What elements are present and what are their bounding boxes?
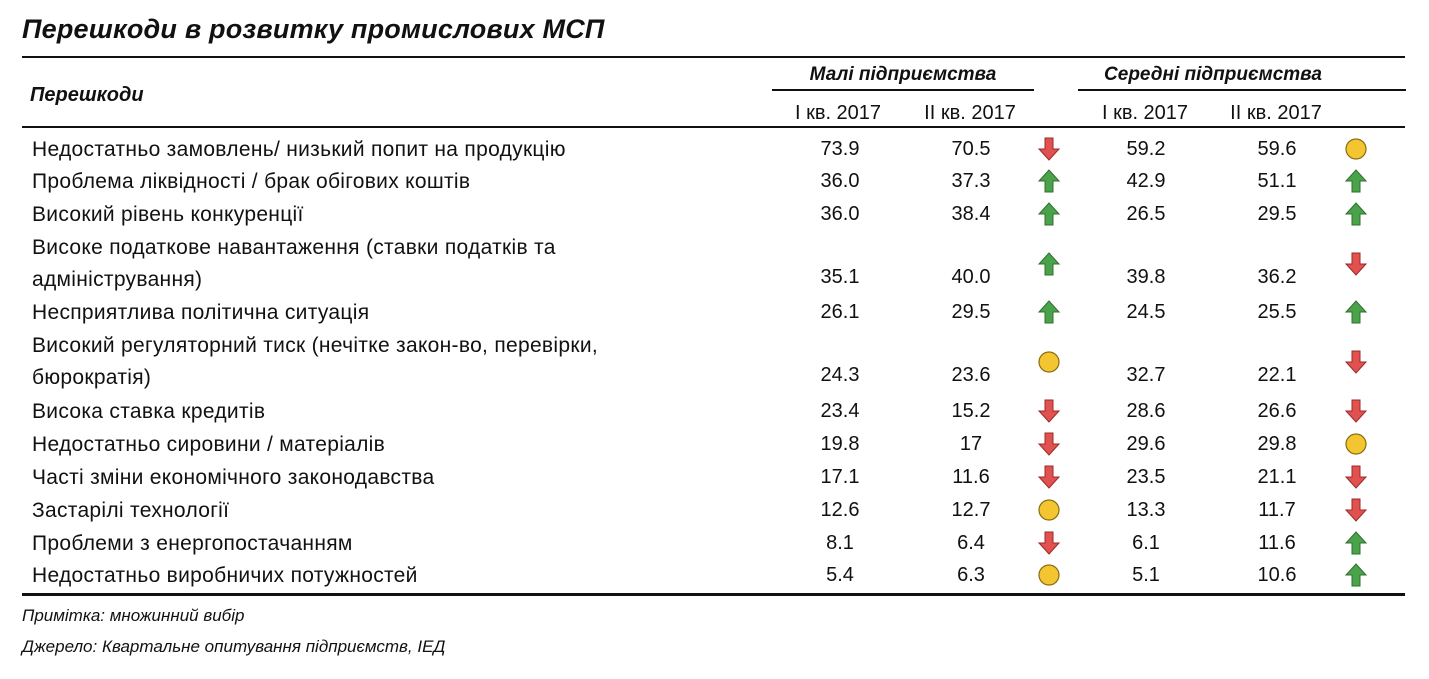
arrow-up-icon <box>1037 252 1061 276</box>
value-small-q1: 36.0 <box>820 203 860 225</box>
arrow-up-icon <box>1344 202 1368 226</box>
value-medium-q1: 28.6 <box>1126 400 1166 422</box>
value-small-q1: 5.4 <box>826 564 854 586</box>
value-small-q1: 24.3 <box>820 364 860 386</box>
group-medium-rule <box>1078 89 1406 91</box>
row-label-line: бюрократія) <box>32 366 152 389</box>
value-medium-q1: 6.1 <box>1132 532 1160 554</box>
row-label <box>32 134 566 166</box>
table-row <box>0 495 1429 527</box>
value-small-q1: 23.4 <box>820 400 860 422</box>
value-medium-q1: 32.7 <box>1126 364 1166 386</box>
arrow-down-icon <box>1344 350 1368 374</box>
circle-icon <box>1037 350 1061 374</box>
row-label <box>32 495 229 527</box>
arrow-down-icon <box>1037 399 1061 423</box>
value-medium-q2: 22.1 <box>1257 364 1297 386</box>
group-medium-enterprises: Середні підприємства <box>1104 64 1322 85</box>
value-small-q2: 6.3 <box>957 564 985 586</box>
arrow-up-icon <box>1344 169 1368 193</box>
value-small-q1: 8.1 <box>826 532 854 554</box>
table-row <box>0 134 1429 166</box>
value-medium-q2: 25.5 <box>1257 301 1297 323</box>
value-medium-q2: 10.6 <box>1257 564 1297 586</box>
value-medium-q1: 42.9 <box>1126 170 1166 192</box>
row-label-line: адміністрування) <box>32 268 203 291</box>
arrow-down-icon <box>1344 498 1368 522</box>
row-label-line: Проблема ліквідності / брак обігових коштів <box>32 170 471 193</box>
value-small-q2: 40.0 <box>951 266 991 288</box>
arrow-down-icon <box>1037 531 1061 555</box>
value-small-q2: 12.7 <box>951 499 991 521</box>
value-medium-q2: 36.2 <box>1257 266 1297 288</box>
table-row <box>0 199 1429 231</box>
value-medium-q2: 11.6 <box>1258 532 1296 554</box>
value-medium-q2: 29.5 <box>1257 203 1297 225</box>
value-medium-q2: 21.1 <box>1257 466 1297 488</box>
footer-source: Джерело: Квартальне опитування підприємств, ІЕД <box>22 637 446 656</box>
row-label-line: Часті зміни економічного законодавства <box>32 466 435 489</box>
circle-icon <box>1344 137 1368 161</box>
arrow-up-icon <box>1037 300 1061 324</box>
value-small-q2: 37.3 <box>951 170 991 192</box>
value-medium-q1: 29.6 <box>1126 433 1166 455</box>
value-small-q2: 17 <box>959 433 983 455</box>
value-small-q2: 23.6 <box>951 364 991 386</box>
row-label-line: Недостатньо сировини / матеріалів <box>32 433 386 456</box>
header-small-q2: II кв. 2017 <box>924 102 1016 124</box>
row-label <box>32 528 353 560</box>
row-label <box>32 429 385 461</box>
circle-icon <box>1037 498 1061 522</box>
row-label <box>32 560 418 592</box>
table-title: Перешкоди в розвитку промислових МСП <box>22 14 605 44</box>
row-label-line: Недостатньо виробничих потужностей <box>32 564 418 587</box>
header-rule <box>22 126 1405 128</box>
row-label <box>32 297 369 329</box>
value-medium-q2: 26.6 <box>1257 400 1297 422</box>
row-label-line: Високий регуляторний тиск (нечітке закон-во, перевірки, <box>32 334 598 357</box>
table-row <box>0 560 1429 592</box>
value-medium-q2: 59.6 <box>1257 138 1297 160</box>
row-label <box>32 199 304 231</box>
arrow-up-icon <box>1344 300 1368 324</box>
arrow-down-icon <box>1344 252 1368 276</box>
row-label-line: Високе податкове навантаження (ставки податків та <box>32 236 556 259</box>
table-row <box>0 429 1429 461</box>
value-medium-q2: 51.1 <box>1257 170 1297 192</box>
table-row <box>0 166 1429 198</box>
table-row <box>0 528 1429 560</box>
table-row <box>0 396 1429 428</box>
arrow-down-icon <box>1037 432 1061 456</box>
header-medium-q2: II кв. 2017 <box>1230 102 1322 124</box>
value-medium-q1: 26.5 <box>1126 203 1166 225</box>
arrow-up-icon <box>1037 202 1061 226</box>
circle-icon <box>1344 432 1368 456</box>
arrow-down-icon <box>1037 465 1061 489</box>
value-small-q2: 70.5 <box>951 138 991 160</box>
value-small-q2: 38.4 <box>951 203 991 225</box>
row-label <box>32 166 470 198</box>
row-label <box>32 462 434 494</box>
value-small-q1: 35.1 <box>820 266 860 288</box>
footer-note: Примітка: множинний вибір <box>22 606 245 625</box>
row-label <box>32 396 265 428</box>
header-medium-q1: I кв. 2017 <box>1101 102 1189 124</box>
row-label <box>32 330 598 394</box>
arrow-down-icon <box>1037 137 1061 161</box>
value-medium-q1: 24.5 <box>1126 301 1166 323</box>
circle-icon <box>1037 563 1061 587</box>
arrow-up-icon <box>1344 531 1368 555</box>
value-small-q2: 29.5 <box>951 301 991 323</box>
value-medium-q2: 11.7 <box>1258 499 1296 521</box>
value-small-q1: 36.0 <box>820 170 860 192</box>
value-medium-q2: 29.8 <box>1257 433 1297 455</box>
row-label <box>32 232 556 296</box>
bottom-rule <box>22 593 1405 596</box>
row-label-line: Застарілі технології <box>32 499 230 522</box>
row-label-line: Проблеми з енергопостачанням <box>32 532 353 555</box>
value-small-q2: 6.4 <box>957 532 985 554</box>
row-label-line: Недостатньо замовлень/ низький попит на продукцію <box>32 138 566 161</box>
table-row <box>0 297 1429 329</box>
value-small-q1: 12.6 <box>820 499 860 521</box>
arrow-down-icon <box>1344 465 1368 489</box>
header-label: Перешкоди <box>30 84 144 106</box>
group-small-rule <box>772 89 1034 91</box>
value-medium-q1: 13.3 <box>1126 499 1166 521</box>
row-label-line: Високий рівень конкуренції <box>32 203 304 226</box>
header-small-q1: I кв. 2017 <box>794 102 882 124</box>
value-small-q1: 17.1 <box>820 466 860 488</box>
value-small-q1: 26.1 <box>820 301 860 323</box>
row-label-line: Несприятлива політична ситуація <box>32 301 370 324</box>
value-small-q1: 19.8 <box>820 433 860 455</box>
value-small-q2: 11.6 <box>952 466 990 488</box>
value-small-q2: 15.2 <box>951 400 991 422</box>
table-row <box>0 330 1429 394</box>
row-label-line: Висока ставка кредитів <box>32 400 266 423</box>
arrow-up-icon <box>1037 169 1061 193</box>
table-row <box>0 232 1429 296</box>
value-medium-q1: 59.2 <box>1126 138 1166 160</box>
value-medium-q1: 5.1 <box>1132 564 1160 586</box>
value-medium-q1: 23.5 <box>1126 466 1166 488</box>
value-small-q1: 73.9 <box>820 138 860 160</box>
value-medium-q1: 39.8 <box>1126 266 1166 288</box>
top-rule <box>22 56 1405 58</box>
group-small-enterprises: Малі підприємства <box>809 64 997 85</box>
table-row <box>0 462 1429 494</box>
arrow-up-icon <box>1344 563 1368 587</box>
arrow-down-icon <box>1344 399 1368 423</box>
